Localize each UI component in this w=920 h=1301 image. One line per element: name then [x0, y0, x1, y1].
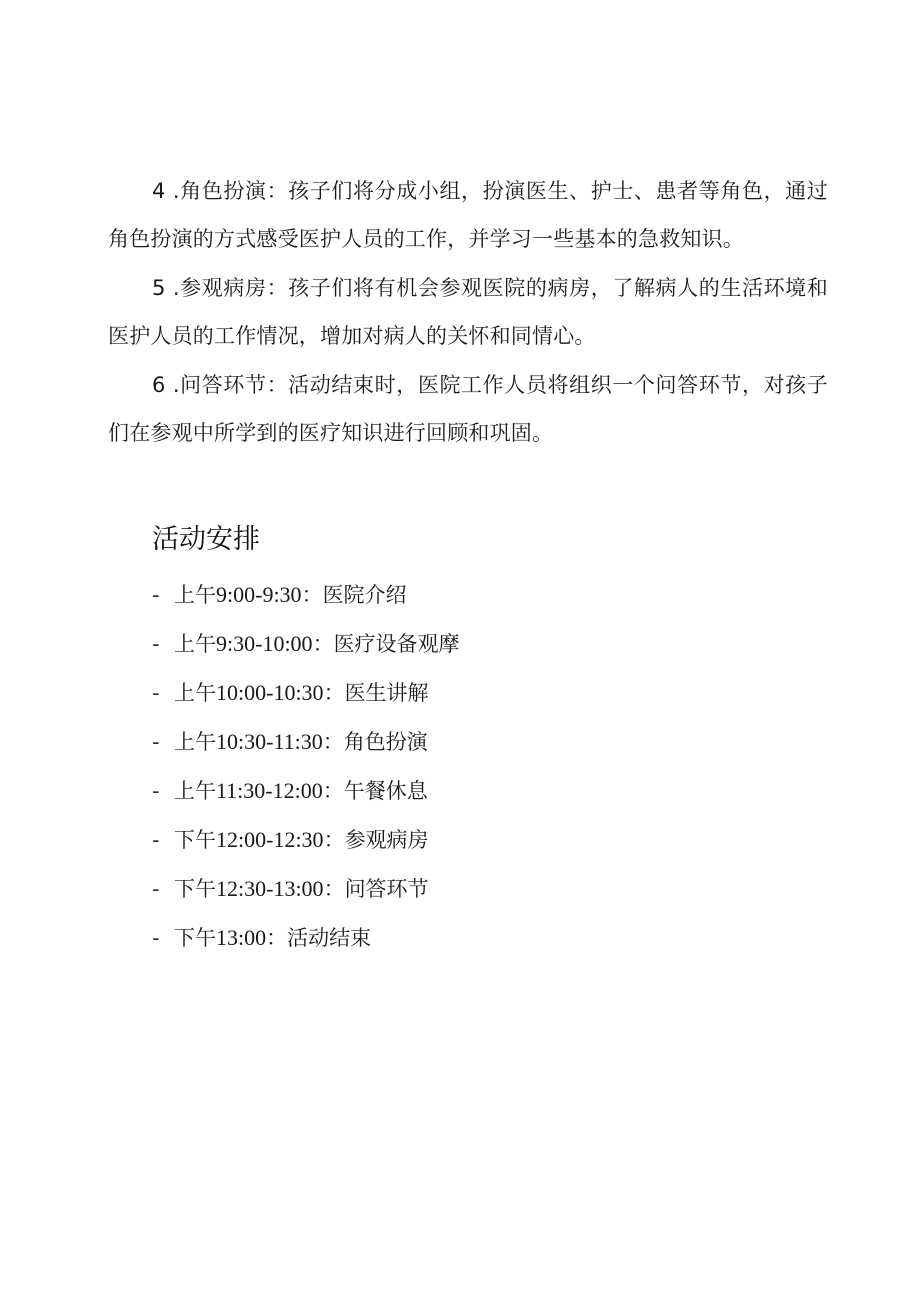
- schedule-time: 13:00: [216, 925, 267, 950]
- bullet-dash: -: [152, 926, 160, 950]
- bullet-dash: -: [152, 730, 160, 754]
- schedule-period: 上午: [174, 632, 216, 656]
- schedule-separator: ：: [323, 828, 345, 852]
- schedule-activity: 活动结束: [287, 926, 372, 950]
- paragraph-number: 6: [152, 373, 166, 397]
- list-item: [152, 918, 460, 967]
- paragraph-ward-visit: [108, 264, 828, 360]
- schedule-time: 12:30-13:00: [216, 876, 324, 901]
- schedule-time: 9:00-9:30: [216, 582, 302, 607]
- schedule-separator: ：: [312, 632, 334, 656]
- schedule-period: 上午: [174, 681, 216, 705]
- schedule-separator: ：: [322, 779, 344, 803]
- schedule-time: 12:00-12:30: [216, 827, 324, 852]
- schedule-list: [152, 575, 460, 967]
- bullet-dash: -: [152, 681, 160, 705]
- list-item: [152, 624, 460, 673]
- paragraph-number: 5: [152, 276, 166, 300]
- bullet-dash: -: [152, 632, 160, 656]
- schedule-activity: 角色扮演: [343, 730, 428, 754]
- schedule-activity: 医院介绍: [322, 583, 407, 607]
- schedule-activity: 问答环节: [344, 877, 429, 901]
- bullet-dash: -: [152, 779, 160, 803]
- list-item: [152, 820, 460, 869]
- list-item: [152, 722, 460, 771]
- bullet-dash: -: [152, 877, 160, 901]
- list-item: [152, 673, 460, 722]
- schedule-activity: 参观病房: [344, 828, 429, 852]
- schedule-activity: 医疗设备观摩: [333, 632, 460, 656]
- schedule-period: 上午: [174, 583, 216, 607]
- schedule-separator: ：: [323, 681, 345, 705]
- list-item: [152, 771, 460, 820]
- paragraph-text: .角色扮演：孩子们将分成小组，扮演医生、护士、患者等角色，通过角色扮演的方式感受医护人员的工作，并学习一些基本的急救知识。: [108, 179, 828, 251]
- schedule-activity: 午餐休息: [343, 779, 428, 803]
- schedule-separator: ：: [322, 730, 344, 754]
- bullet-dash: -: [152, 828, 160, 852]
- schedule-separator: ：: [266, 926, 288, 950]
- paragraph-role-play: [108, 167, 828, 263]
- schedule-period: 下午: [174, 877, 216, 901]
- list-item: [152, 869, 460, 918]
- list-item: [152, 575, 460, 624]
- schedule-period: 下午: [174, 926, 216, 950]
- schedule-time: 9:30-10:00: [216, 631, 313, 656]
- paragraph-text: .参观病房：孩子们将有机会参观医院的病房，了解病人的生活环境和医护人员的工作情况，增加对病人的关怀和同情心。: [108, 276, 828, 348]
- schedule-separator: ：: [301, 583, 323, 607]
- schedule-separator: ：: [323, 877, 345, 901]
- schedule-time: 11:30-12:00: [216, 778, 323, 803]
- schedule-time: 10:00-10:30: [216, 680, 324, 705]
- paragraph-text: .问答环节：活动结束时，医院工作人员将组织一个问答环节，对孩子们在参观中所学到的医疗知识进行回顾和巩固。: [108, 373, 828, 445]
- bullet-dash: -: [152, 583, 160, 607]
- schedule-activity: 医生讲解: [344, 681, 429, 705]
- paragraph-number: 4: [152, 179, 166, 203]
- schedule-period: 上午: [174, 730, 216, 754]
- schedule-period: 下午: [174, 828, 216, 852]
- schedule-heading: 活动安排: [152, 524, 260, 555]
- schedule-period: 上午: [174, 779, 216, 803]
- schedule-time: 10:30-11:30: [216, 729, 323, 754]
- paragraph-qa-session: [108, 361, 828, 457]
